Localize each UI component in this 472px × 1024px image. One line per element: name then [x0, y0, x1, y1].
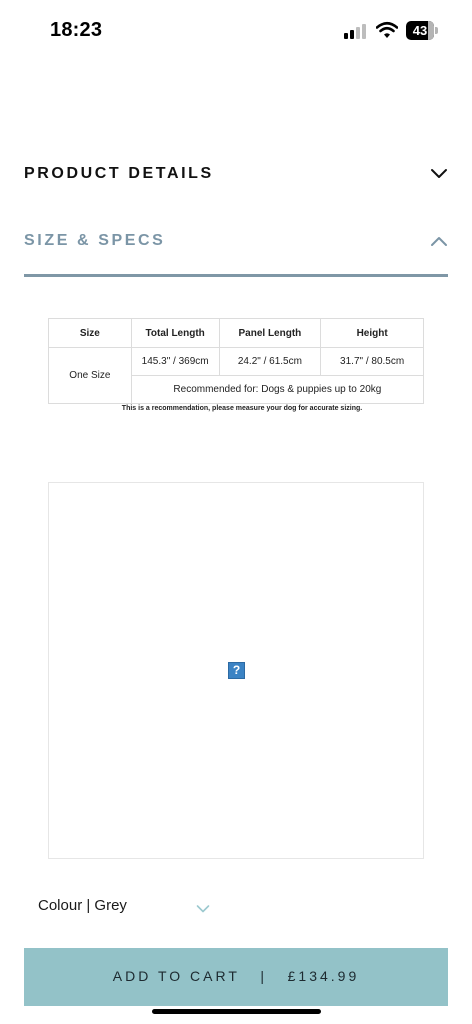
wifi-icon	[376, 21, 398, 39]
size-table-header: Total Length	[131, 319, 219, 348]
size-specs-accordion[interactable]	[24, 227, 448, 257]
status-time: 18:23	[50, 19, 103, 41]
total-length-value: 145.3" / 369cm	[131, 348, 219, 376]
colour-label: Colour | Grey	[38, 897, 127, 914]
size-table	[48, 318, 424, 404]
chevron-down-icon	[196, 901, 210, 911]
add-to-cart-label: ADD TO CART | £134.99	[112, 968, 360, 984]
size-table-header: Panel Length	[219, 319, 321, 348]
size-table-header: Size	[49, 319, 132, 348]
colour-select[interactable]	[38, 894, 218, 920]
home-indicator	[152, 1009, 321, 1014]
cellular-signal-icon	[344, 23, 368, 39]
panel-length-value: 24.2" / 61.5cm	[219, 348, 321, 376]
product-details-accordion[interactable]	[24, 160, 448, 190]
size-table-row	[49, 348, 424, 376]
chevron-up-icon	[430, 234, 448, 246]
chevron-down-icon	[430, 167, 448, 179]
add-to-cart-button[interactable]	[24, 948, 448, 1006]
product-image	[48, 482, 424, 859]
status-bar	[0, 0, 472, 60]
battery-percent: 43	[412, 23, 428, 38]
size-table-header: Height	[321, 319, 424, 348]
product-details-title: PRODUCT DETAILS	[24, 165, 214, 182]
sizing-note: This is a recommendation, please measure your dog for accurate sizing.	[121, 405, 363, 412]
height-value: 31.7" / 80.5cm	[321, 348, 424, 376]
recommendation-text: Recommended for: Dogs & puppies up to 20kg	[131, 376, 423, 404]
battery-icon	[406, 21, 438, 40]
accordion-divider	[24, 274, 448, 277]
size-specs-title: SIZE & SPECS	[24, 232, 166, 249]
size-table-header-row	[49, 319, 424, 348]
broken-image-icon: ?	[228, 662, 245, 679]
size-value: One Size	[49, 348, 132, 404]
